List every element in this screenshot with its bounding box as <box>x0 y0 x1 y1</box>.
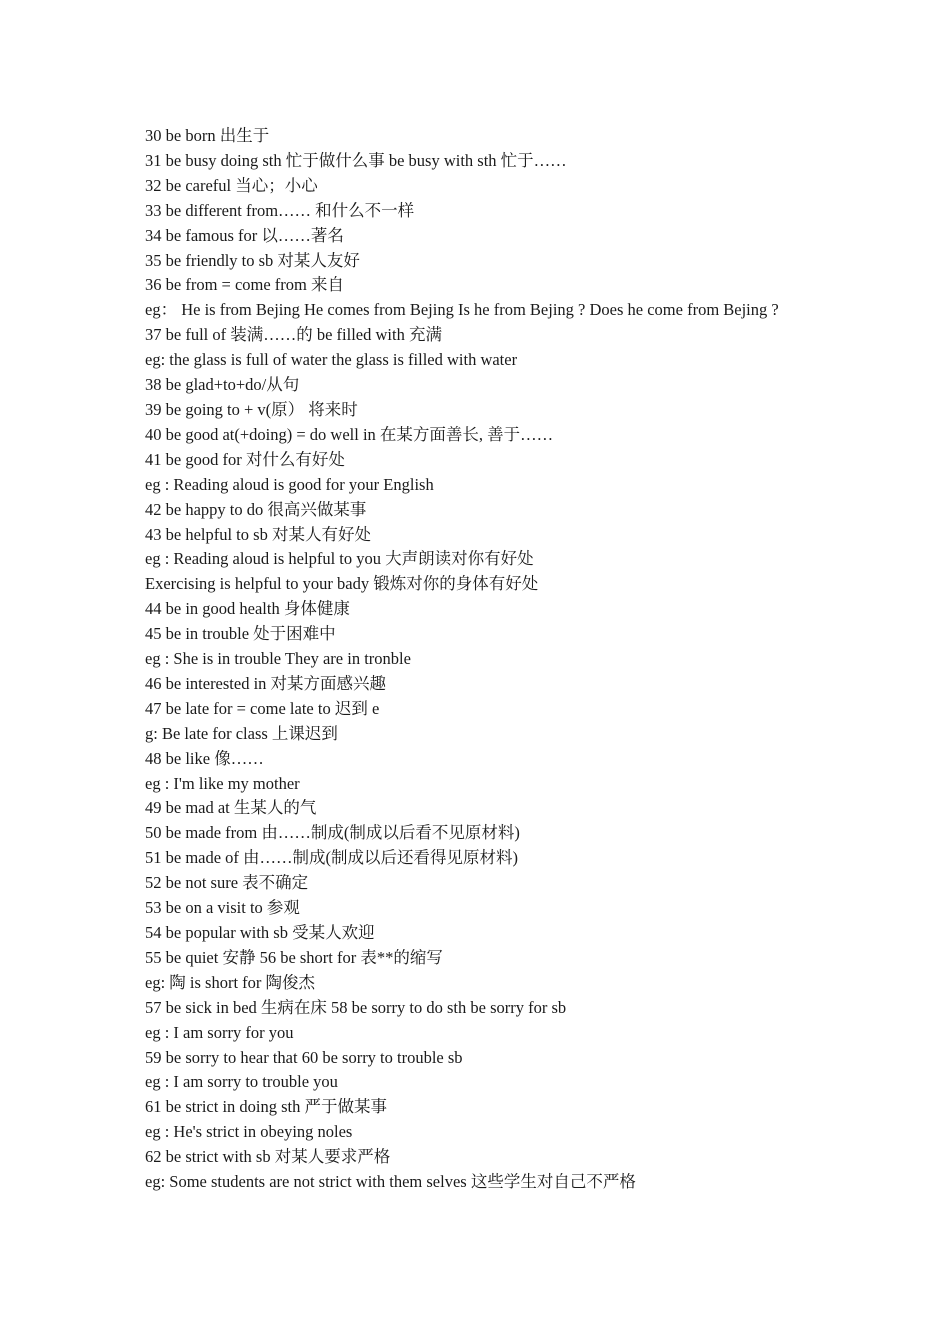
example-line: g: Be late for class 上课迟到 <box>145 723 338 743</box>
text-line: 59 be sorry to hear that 60 be sorry to trouble sb <box>145 1047 463 1067</box>
example-line: eg: Some students are not strict with them selves 这些学生对自己不严格 <box>145 1172 636 1192</box>
example-line: eg : He's strict in obeying noles <box>145 1122 353 1142</box>
text-line: 45 be in trouble 处于困难中 <box>145 624 336 644</box>
text-line: 42 be happy to do 很高兴做某事 <box>145 499 367 519</box>
example-line: eg : I'm like my mother <box>145 773 300 793</box>
example-line: eg : I am sorry to trouble you <box>145 1072 338 1092</box>
text-line: 54 be popular with sb 受某人欢迎 <box>145 923 375 942</box>
text-line: 36 be from = come from 来自 <box>145 275 345 295</box>
text-line: 51 be made of 由……制成(制成以后还看得见原材料) <box>145 848 519 868</box>
text-line: 52 be not sure 表不确定 <box>145 873 309 893</box>
text-line: 35 be friendly to sb 对某人友好 <box>145 250 360 270</box>
text-line: 37 be full of 装满……的 be filled with 充满 <box>145 325 442 345</box>
text-line: 30 be born 出生于 <box>145 126 270 145</box>
text-line: 44 be in good health 身体健康 <box>145 599 350 619</box>
text-line: 62 be strict with sb 对某人要求严格 <box>145 1147 391 1167</box>
text-line: 50 be made from 由……制成(制成以后看不见原材料) <box>145 823 520 843</box>
document-body <box>145 124 805 1195</box>
example-line: eg : She is in trouble They are in tronble <box>145 649 411 669</box>
text-line: 31 be busy doing sth 忙于做什么事 be busy with sth 忙于…… <box>145 150 567 170</box>
example-line: eg : Reading aloud is helpful to you 大声朗读对你有好处 <box>145 549 534 569</box>
text-line: 41 be good for 对什么有好处 <box>145 449 345 469</box>
text-line: 55 be quiet 安静 56 be short for 表**的缩写 <box>145 947 443 967</box>
text-line: 32 be careful 当心；小心 <box>145 175 318 195</box>
text-line: 47 be late for = come late to 迟到 e <box>145 698 380 718</box>
text-line: 34 be famous for 以……著名 <box>145 225 344 245</box>
text-line: 48 be like 像…… <box>145 748 264 768</box>
text-line: 57 be sick in bed 生病在床 58 be sorry to do sth be sorry for sb <box>145 997 567 1017</box>
example-line: eg: the glass is full of water the glass is filled with water <box>145 350 518 370</box>
text-line: 49 be mad at 生某人的气 <box>145 798 317 818</box>
example-line: eg : I am sorry for you <box>145 1022 294 1042</box>
text-line: 43 be helpful to sb 对某人有好处 <box>145 524 371 544</box>
text-line: 53 be on a visit to 参观 <box>145 898 300 918</box>
text-line: 33 be different from…… 和什么不一样 <box>145 200 415 220</box>
text-line: 38 be glad+to+do/从句 <box>145 375 300 395</box>
example-line: eg : Reading aloud is good for your English <box>145 474 434 494</box>
text-line: 46 be interested in 对某方面感兴趣 <box>145 673 387 693</box>
example-line: eg: 陶 is short for 陶俊杰 <box>145 972 316 992</box>
text-line: 39 be going to + v(原） 将来时 <box>145 399 358 419</box>
text-line: 40 be good at(+doing) = do well in 在某方面善长, 善于…… <box>145 424 554 444</box>
example-line: Exercising is helpful to your bady 锻炼对你的身体有好处 <box>145 574 539 594</box>
example-line: eg： He is from Bejing He comes from Bejing Is he from Bejing ? Does he come from Bejing ? <box>145 300 779 320</box>
text-line: 61 be strict in doing sth 严于做某事 <box>145 1097 387 1117</box>
